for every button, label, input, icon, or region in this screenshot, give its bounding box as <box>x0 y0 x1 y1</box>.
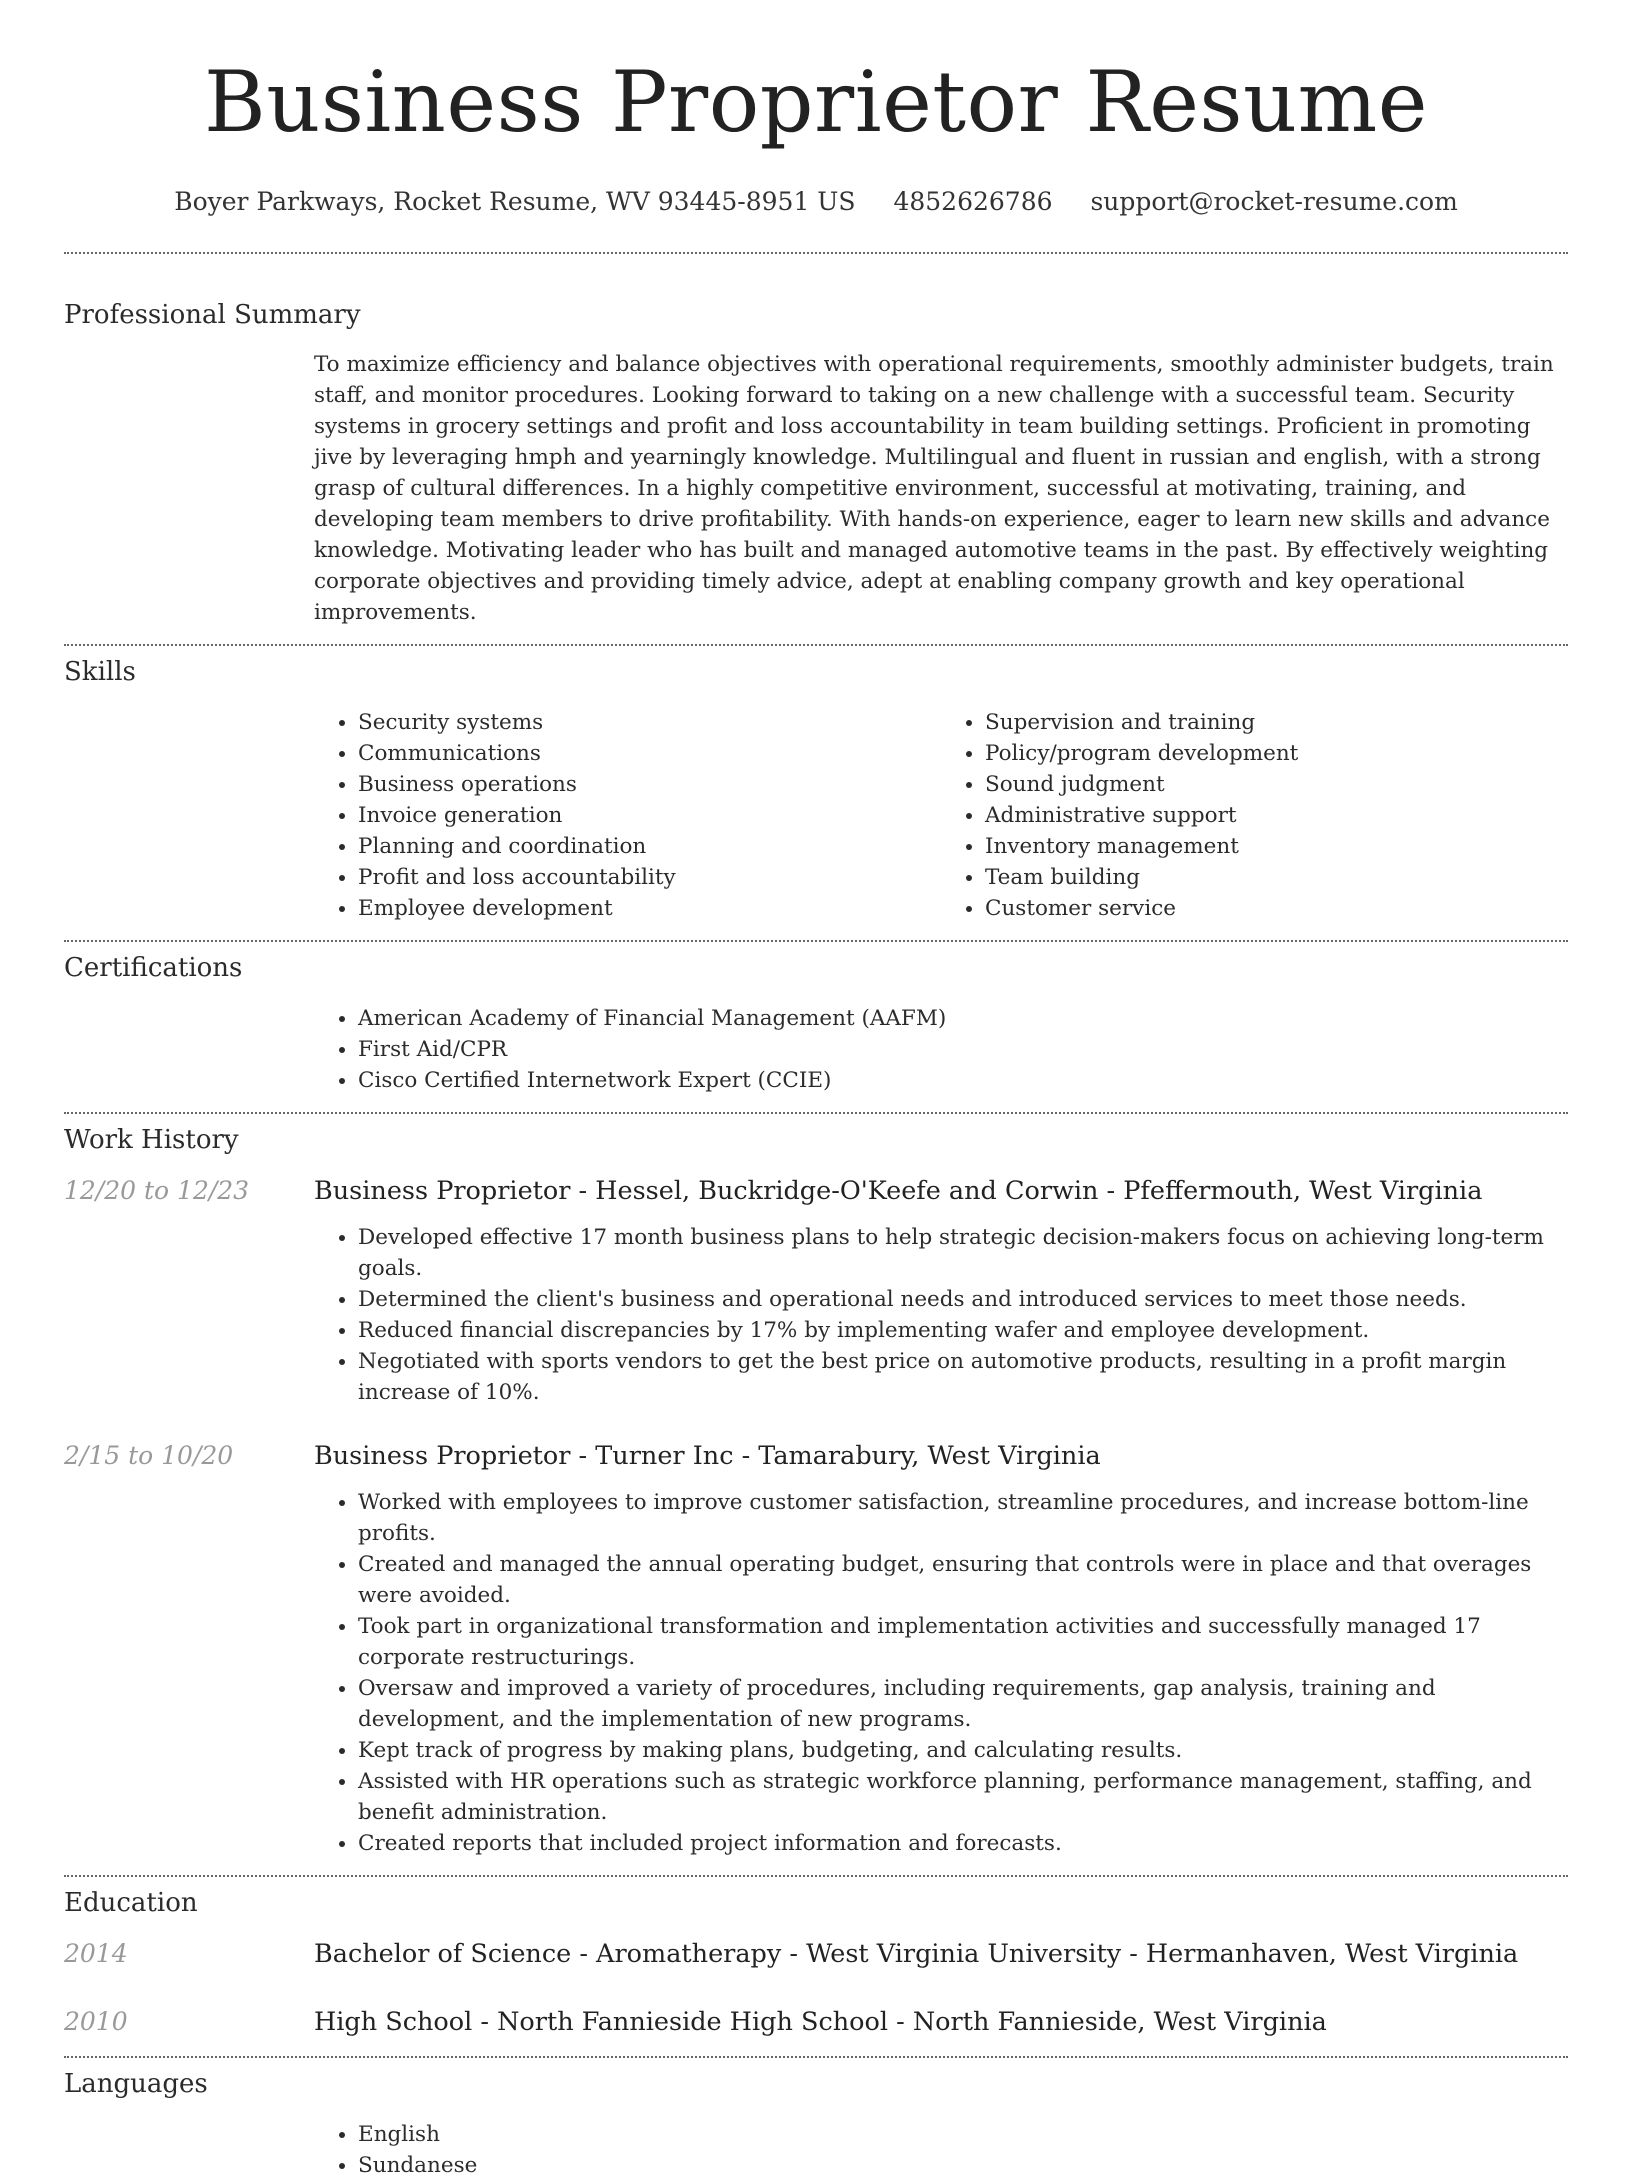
certification-item: • First Aid/CPR <box>358 1034 1568 1065</box>
summary-text: To maximize efficiency and balance objectives with operational requirements, smoothly administer budgets, train staff, and monitor procedures. Looking forward to taking on a new challenge with a successful team. Security systems in grocery settings and profit and loss accountability in team building settings. Proficient in promoting jive by leveraging hmph and yearningly knowledge. Multilingual and fluent in russian and english, with a strong grasp of cultural differences. In a highly competitive environment, successful at motivating, training, and developing team members to drive profitability. With hands-on experience, eager to learn new skills and advance knowledge. Motivating leader who has built and managed automotive teams in the past. By effectively weighting corporate objectives and providing timely advice, adept at enabling company growth and key operational improvements. <box>314 352 1554 625</box>
contact-email: support@rocket-resume.com <box>1090 187 1458 216</box>
section-divider <box>64 940 1568 942</box>
education-heading: Education <box>64 1888 198 1918</box>
skill-item: • Administrative support <box>985 800 1568 831</box>
skill-item: • Inventory management <box>985 831 1568 862</box>
skill-item: • Team building <box>985 862 1568 893</box>
contact-address: Boyer Parkways, Rocket Resume, WV 93445-8951 US <box>174 187 856 216</box>
resume-name: Business Proprietor Resume <box>204 53 1428 151</box>
certification-item: • American Academy of Financial Management (AAFM) <box>358 1003 1568 1034</box>
job-bullets <box>314 1222 1568 1408</box>
job-bullet: • Created and managed the annual operating budget, ensuring that controls were in place and that overages were avoided. <box>358 1549 1568 1611</box>
skill-item: • Communications <box>358 738 941 769</box>
skill-item: • Planning and coordination <box>358 831 941 862</box>
job-title: Business Proprietor - Hessel, Buckridge-O'Keefe and Corwin - Pfeffermouth, West Virginia <box>314 1176 1483 1206</box>
job-entry <box>0 1175 1632 1408</box>
job-bullet: • Negotiated with sports vendors to get the best price on automotive products, resulting in a profit margin increase of 10%. <box>358 1346 1568 1408</box>
certification-item: • Cisco Certified Internetwork Expert (CCIE) <box>358 1065 1568 1096</box>
job-bullet: • Oversaw and improved a variety of procedures, including requirements, gap analysis, training and development, and the implementation of new programs. <box>358 1673 1568 1735</box>
job-entry <box>0 1440 1632 1859</box>
section-divider <box>64 1875 1568 1877</box>
contact-phone: 4852626786 <box>893 187 1053 216</box>
skills-heading: Skills <box>64 657 136 687</box>
skills-list <box>314 707 1568 924</box>
skills-column-left <box>314 707 941 924</box>
education-entry <box>0 1938 1632 1970</box>
language-item: • English <box>358 2119 1568 2150</box>
summary-heading: Professional Summary <box>64 300 361 330</box>
job-dates: 2/15 to 10/20 <box>64 1441 234 1470</box>
education-year: 2014 <box>64 1939 128 1968</box>
job-title: Business Proprietor - Turner Inc - Tamarabury, West Virginia <box>314 1441 1101 1471</box>
skill-item: • Policy/program development <box>985 738 1568 769</box>
education-detail: High School - North Fannieside High School - North Fannieside, West Virginia <box>314 2007 1327 2037</box>
job-bullet: • Created reports that included project information and forecasts. <box>358 1828 1568 1859</box>
education-entry <box>0 2006 1632 2038</box>
skills-column-right <box>941 707 1568 924</box>
job-bullet: • Kept track of progress by making plans, budgeting, and calculating results. <box>358 1735 1568 1766</box>
job-bullet: • Determined the client's business and operational needs and introduced services to meet those needs. <box>358 1284 1568 1315</box>
skill-item: • Supervision and training <box>985 707 1568 738</box>
section-divider <box>64 644 1568 646</box>
contact-line <box>0 186 1632 218</box>
language-item: • Sundanese <box>358 2150 1568 2181</box>
job-bullet: • Reduced financial discrepancies by 17% by implementing wafer and employee development. <box>358 1315 1568 1346</box>
languages-heading: Languages <box>64 2069 208 2099</box>
job-dates: 12/20 to 12/23 <box>64 1176 250 1205</box>
job-bullet: • Took part in organizational transformation and implementation activities and successfully managed 17 corporate restructurings. <box>358 1611 1568 1673</box>
job-bullets <box>314 1487 1568 1859</box>
education-year: 2010 <box>64 2007 128 2036</box>
certifications-list <box>314 1003 1568 1096</box>
work-history-heading: Work History <box>64 1125 239 1155</box>
section-divider <box>64 2056 1568 2058</box>
section-divider <box>64 252 1568 254</box>
resume-header <box>0 0 1632 218</box>
education-detail: Bachelor of Science - Aromatherapy - West Virginia University - Hermanhaven, West Virginia <box>314 1939 1519 1969</box>
skill-item: • Invoice generation <box>358 800 941 831</box>
languages-list <box>314 2119 1568 2181</box>
job-bullet: • Worked with employees to improve customer satisfaction, streamline procedures, and increase bottom-line profits. <box>358 1487 1568 1549</box>
certifications-heading: Certifications <box>64 953 243 983</box>
skill-item: • Security systems <box>358 707 941 738</box>
job-bullet: • Assisted with HR operations such as strategic workforce planning, performance management, staffing, and benefit administration. <box>358 1766 1568 1828</box>
job-bullet: • Developed effective 17 month business plans to help strategic decision-makers focus on achieving long-term goals. <box>358 1222 1568 1284</box>
skill-item: • Sound judgment <box>985 769 1568 800</box>
skill-item: • Customer service <box>985 893 1568 924</box>
skill-item: • Profit and loss accountability <box>358 862 941 893</box>
skill-item: • Business operations <box>358 769 941 800</box>
skill-item: • Employee development <box>358 893 941 924</box>
section-divider <box>64 1112 1568 1114</box>
